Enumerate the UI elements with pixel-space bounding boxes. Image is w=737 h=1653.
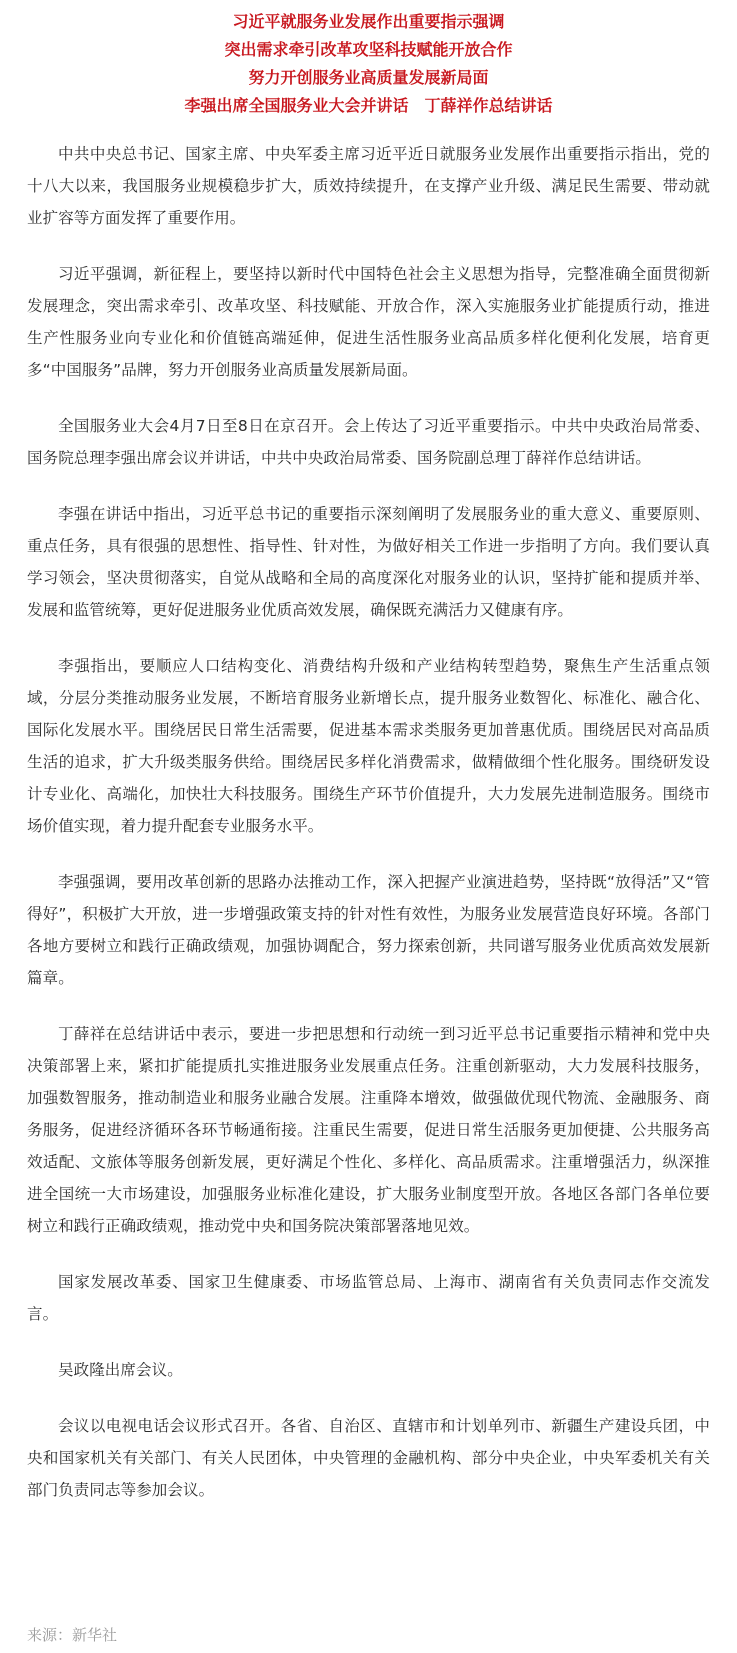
source-credit: 来源：新华社 (27, 1626, 118, 1644)
paragraph-8: 国家发展改革委、国家卫生健康委、市场监管总局、上海市、湖南省有关负责同志作交流发言。 (27, 1273, 710, 1323)
paragraph-7: 丁薛祥在总结讲话中表示，要进一步把思想和行动统一到习近平总书记重要指示精神和党中央决策部署上来，紧扣扩能提质扎实推进服务业发展重点任务。注重创新驱动，大力发展科技服务，加强数智服务，推动制造业和服务业融合发展。注重降本增效，做强做优现代物流、金融服务、商务服务，促进经济循环各环节畅通衔接。注重民生需要，促进日常生活服务更加便捷、公共服务高效适配、文旅体等服务创新发展，更好满足个性化、多样化、高品质需求。注重增强活力，纵深推进全国统一大市场建设，加强服务业标准化建设，扩大服务业制度型开放。各地区各部门各单位要树立和践行正确政绩观，推动党中央和国务院决策部署落地见效。 (27, 1025, 710, 1235)
paragraph-6: 李强强调，要用改革创新的思路办法推动工作，深入把握产业演进趋势，坚持既“放得活”又“管得好”，积极扩大开放，进一步增强政策支持的针对性有效性，为服务业发展营造良好环境。各部门各地方要树立和践行正确政绩观，加强协调配合，努力探索创新，共同谱写服务业优质高效发展新篇章。 (27, 873, 710, 987)
article-body (27, 138, 710, 1530)
headline-line-2: 突出需求牵引改革攻坚科技赋能开放合作 (224, 40, 513, 59)
paragraph-1: 中共中央总书记、国家主席、中央军委主席习近平近日就服务业发展作出重要指示指出，党的十八大以来，我国服务业规模稳步扩大，质效持续提升，在支撑产业升级、满足民生需要、带动就业扩容等方面发挥了重要作用。 (27, 145, 710, 227)
paragraph-5: 李强指出，要顺应人口结构变化、消费结构升级和产业结构转型趋势，聚焦生产生活重点领域，分层分类推动服务业发展，不断培育服务业新增长点，提升服务业数智化、标准化、融合化、国际化发展水平。围绕居民日常生活需要，促进基本需求类服务更加普惠优质。围绕居民对高品质生活的追求，扩大升级类服务供给。围绕居民多样化消费需求，做精做细个性化服务。围绕研发设计专业化、高端化，加快壮大科技服务。围绕生产环节价值提升，大力发展先进制造服务。围绕市场价值实现，着力提升配套专业服务水平。 (27, 657, 710, 835)
paragraph-9: 吴政隆出席会议。 (58, 1361, 183, 1379)
headline-line-4: 李强出席全国服务业大会并讲话 丁薛祥作总结讲话 (184, 96, 553, 115)
headline-line-1: 习近平就服务业发展作出重要指示强调 (232, 12, 505, 31)
paragraph-2: 习近平强调，新征程上，要坚持以新时代中国特色社会主义思想为指导，完整准确全面贯彻新发展理念，突出需求牵引、改革攻坚、科技赋能、开放合作，深入实施服务业扩能提质行动，推进生产性服务业向专业化和价值链高端延伸，促进生活性服务业高品质多样化便利化发展，培育更多“中国服务”品牌，努力开创服务业高质量发展新局面。 (27, 265, 710, 379)
paragraph-3: 全国服务业大会4月7日至8日在京召开。会上传达了习近平重要指示。中共中央政治局常委、国务院总理李强出席会议并讲话，中共中央政治局常委、国务院副总理丁薛祥作总结讲话。 (27, 417, 710, 467)
paragraph-4: 李强在讲话中指出，习近平总书记的重要指示深刻阐明了发展服务业的重大意义、重要原则、重点任务，具有很强的思想性、指导性、针对性，为做好相关工作进一步指明了方向。我们要认真学习领会，坚决贯彻落实，自觉从战略和全局的高度深化对服务业的认识，坚持扩能和提质并举、发展和监管统筹，更好促进服务业优质高效发展，确保既充满活力又健康有序。 (27, 505, 710, 619)
paragraph-10: 会议以电视电话会议形式召开。各省、自治区、直辖市和计划单列市、新疆生产建设兵团，中央和国家机关有关部门、有关人民团体，中央管理的金融机构、部分中央企业，中央军委机关有关部门负责同志等参加会议。 (27, 1417, 710, 1499)
headline-line-3: 努力开创服务业高质量发展新局面 (248, 68, 489, 87)
headline (0, 8, 737, 120)
